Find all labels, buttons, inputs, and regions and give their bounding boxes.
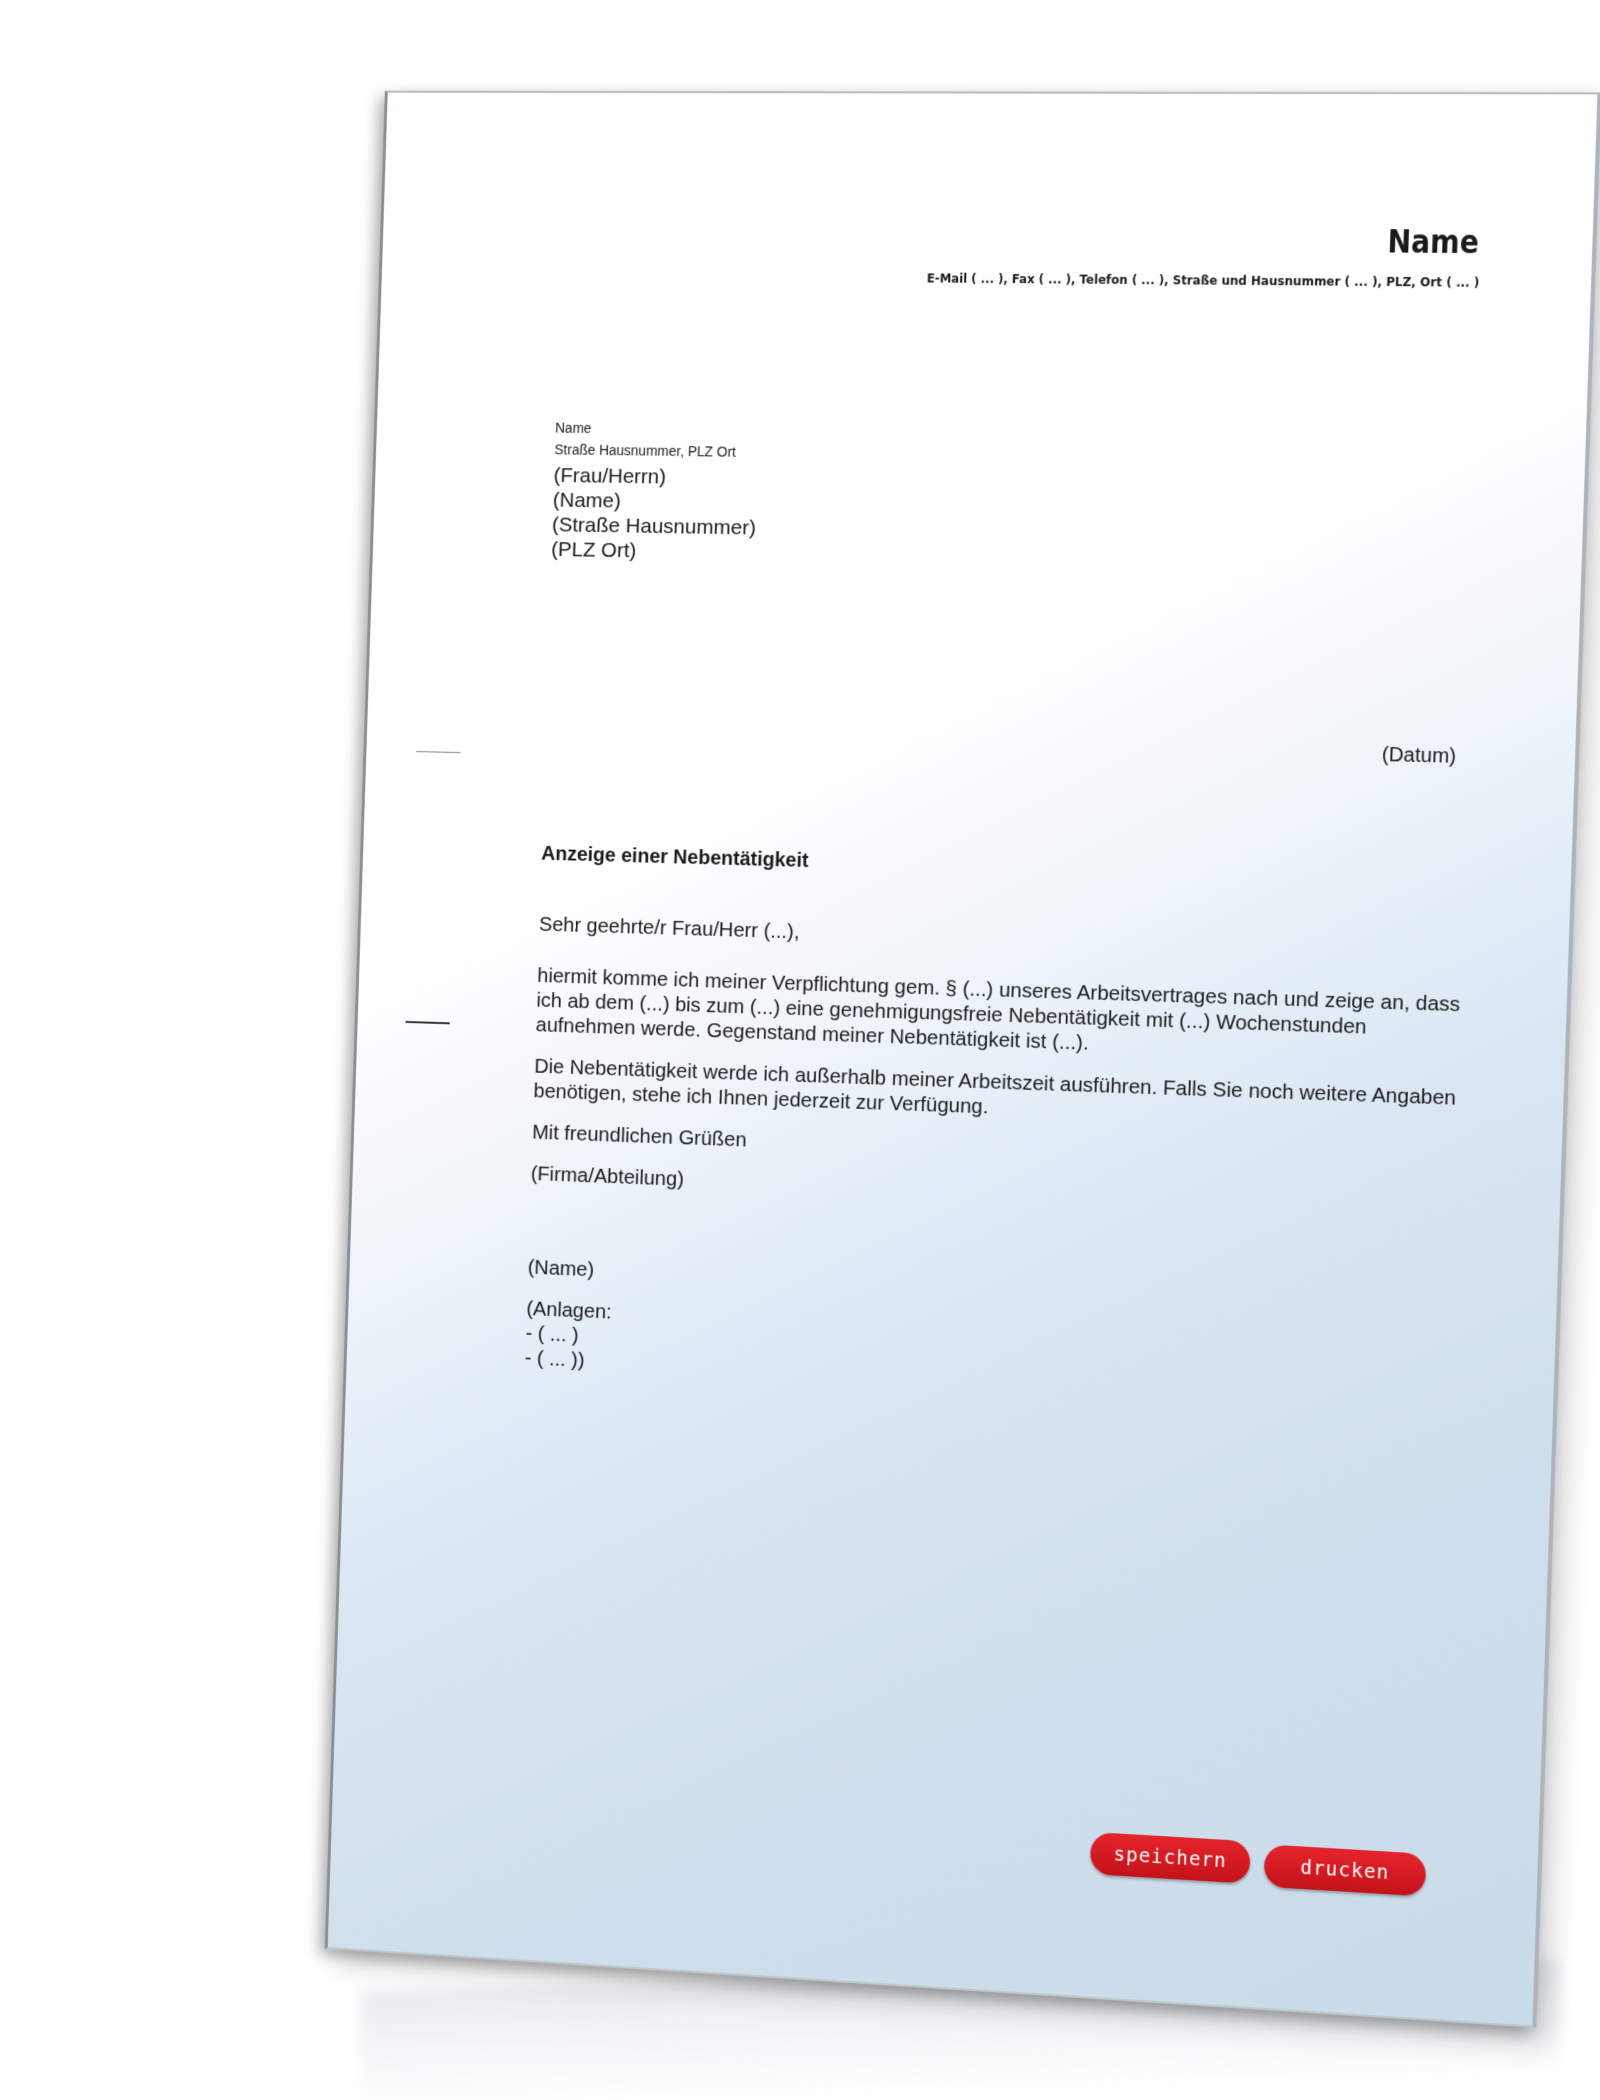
closing: Mit freundlichen Grüßen <box>531 1120 748 1152</box>
save-button[interactable]: speichern <box>1090 1832 1251 1884</box>
greeting: Sehr geehrte/r Frau/Herr (...), <box>538 912 800 944</box>
paragraph-1: hiermit komme ich meiner Verpflichtung gem. § (...) unseres Arbeitsvertrages nach und zeige an, dass ich ab dem (...) bis zum (...) eine genehmigungsfreie Nebentätigkeit mit (...) Wochenstunden aufnehmen werde. Gegenstand meiner Nebentätigkeit ist (...). <box>535 964 1461 1055</box>
punch-mark <box>406 1021 450 1024</box>
company-line: (Firma/Abteilung) <box>530 1162 685 1191</box>
attachments-label: (Anlagen: <box>526 1297 613 1324</box>
attachment-item: - ( ... ) <box>525 1321 580 1347</box>
recipient-address <box>551 463 758 565</box>
letter-subject: Anzeige einer Nebentätigkeit <box>540 842 809 872</box>
recipient-salutation: (Frau/Herrn) <box>553 464 667 489</box>
signature-name: (Name) <box>527 1255 595 1282</box>
letter-date: (Datum) <box>1381 743 1457 768</box>
sender-contact-line: E-Mail ( ... ), Fax ( ... ), Telefon ( ... ), Straße und Hausnummer ( ... ), PLZ, Ort ( ... ) <box>926 271 1480 291</box>
return-address-name: Name <box>554 419 592 436</box>
return-address <box>554 417 737 463</box>
fold-mark-top <box>416 751 460 753</box>
paragraph-2: Die Nebentätigkeit werde ich außerhalb meiner Arbeitszeit ausführen. Falls Sie noch weitere Angaben benötigen, stehe ich Ihnen jederzeit zur Verfügung. <box>533 1054 1457 1119</box>
letter-body <box>524 912 1468 1412</box>
recipient-name: (Name) <box>552 488 622 513</box>
recipient-city: (PLZ Ort) <box>550 538 637 563</box>
letter-page <box>325 91 1600 2028</box>
attachment-item: - ( ... )) <box>524 1346 585 1372</box>
recipient-street: (Straße Hausnummer) <box>551 513 757 540</box>
print-button[interactable]: drucken <box>1264 1844 1427 1896</box>
sender-name: Name <box>1386 222 1480 262</box>
return-address-street: Straße Hausnummer, PLZ Ort <box>554 441 737 460</box>
